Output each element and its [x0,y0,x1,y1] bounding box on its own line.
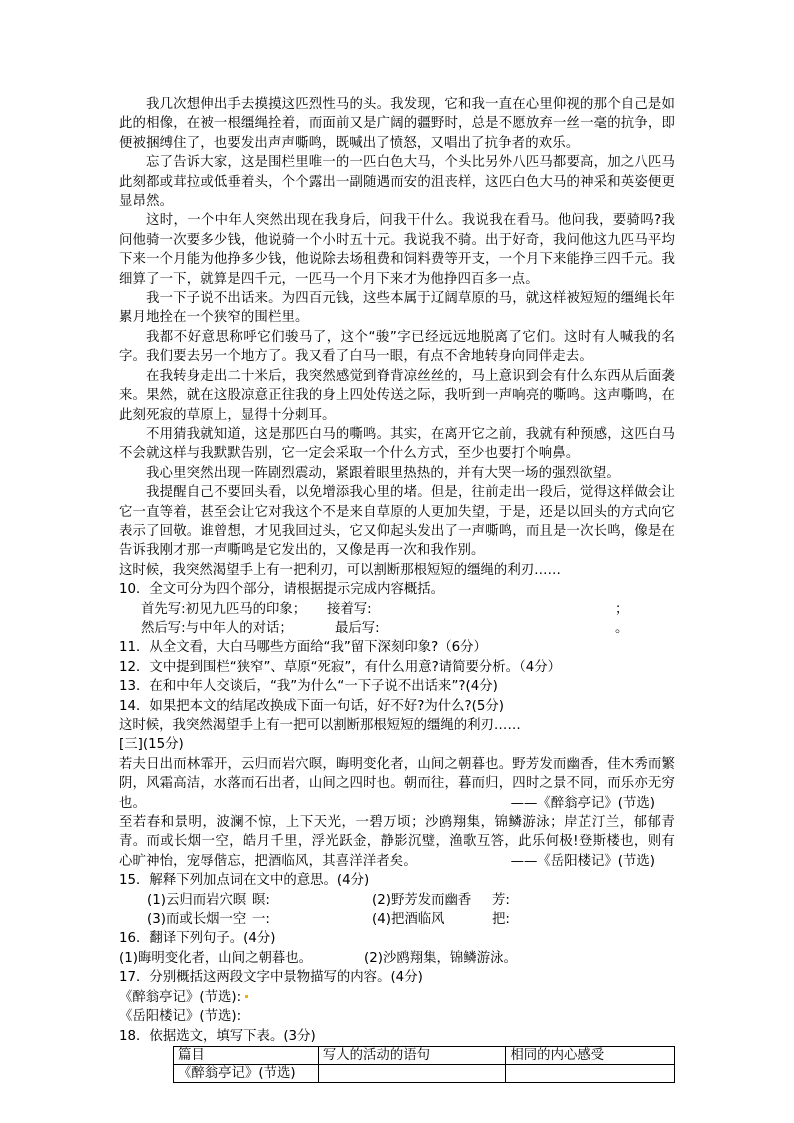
summary-fourth-end: 。 [615,620,629,636]
phrase: (1)云归而岩穴暝 [147,892,247,908]
question-18 [119,1027,675,1083]
classical-text-1 [119,755,675,813]
word-blank: 暝: [252,892,270,908]
word-row [119,910,675,929]
passage-paragraph: 在我转身走出二十米后，我突然感觉到脊背凉丝丝的，马上意识到会有什么东西从后面袭来。果然，就在这股凉意正往我的身上四处传送之际，我听到一声响亮的嘶鸣。这声嘶鸣，在此刻死寂的草原上，显得十分刺耳。 [119,368,675,423]
question-12: 12．文中提到围栏“狭窄”、草原“死寂”，有什么用意?请简要分析。（4分） [119,659,562,675]
summary-fourth-label: 最后写: [335,620,380,636]
sentence-1: (1)晦明变化者，山间之朝暮也。 [119,950,313,966]
translate-row [119,949,675,968]
table-cell: 《醉翁亭记》(节选) [174,1064,319,1082]
answer-table [173,1046,675,1083]
answer-label-1: 《醉翁亭记》(节选): [119,989,242,1005]
summary-row-1 [119,600,675,619]
question-17 [119,968,675,1026]
phrase: (4)把酒临风 [372,912,445,928]
exam-page [119,95,675,1083]
question-stem: 18．依据选文，填写下表。(3分) [119,1028,316,1044]
question-16 [119,929,675,968]
passage-paragraph: 我都不好意思称呼它们骏马了，这个“骏”字已经远远地脱离了它们。这时有人喊我的名字。我们要去另一个地方了。我又看了白马一眼，有点不舍地转身向同伴走去。 [119,329,675,365]
table-cell-blank[interactable] [318,1064,506,1082]
question-stem: 16．翻译下列句子。(4分) [119,931,276,947]
word-blank: 芳: [492,892,510,908]
question-stem: 17．分别概括这两段文字中景物描写的内容。(4分) [119,970,423,986]
summary-second-end: ； [615,601,629,617]
table-header-row [174,1046,675,1064]
passage-ending: 这时候，我突然渴望手上有一把利刃，可以割断那根短短的缰绳的利刃…… [119,562,561,578]
passage-paragraph: 这时，一个中年人突然出现在我身后，问我干什么。我说我在看马。他问我，要骑吗?我问他骑一次要多少钱，他说骑一个小时五十元。我说我不骑。出于好奇，我问他这九匹马平均下来一个月能为他挣多少钱，他说除去场租费和饲料费等开支，一个月下来能挣三四千元。我细算了一下，就算是四千元，一匹马一个月下来才为他挣四百多一点。 [119,213,675,287]
summary-row-2 [119,619,675,638]
classical-text-2 [119,813,675,871]
passage-paragraph: 不用猜我就知道，这是那匹白马的嘶鸣。其实，在离开它之前，我就有种预感，这匹白马不会就这样与我默默告别，它一定会采取一个什么方式，至少也要打个响鼻。 [119,426,675,462]
mark-dot [245,995,248,998]
classical-paragraph: 至若春和景明，波澜不惊，上下天光，一碧万顷；沙鸥翔集，锦鳞游泳；岸芷汀兰，郁郁青青。而或长烟一空，皓月千里，浮光跃金，静影沉璧，渔歌互答，此乐何极!登斯楼也，则有心旷神怡，宠辱偕忘，把酒临风，其喜洋洋者矣。 [119,815,675,869]
summary-first: 首先写:初见九匹马的印象； [141,601,307,617]
summary-third: 然后写:与中年人的对话； [141,620,293,636]
word-blank: 把: [492,912,510,928]
question-14-sentence: 这时候，我突然渴望手上有一把可以割断那根短短的缰绳的利刃…… [119,718,521,733]
passage-paragraph: 我提醒自己不要回头看，以免增添我心里的堵。但是，往前走出一段后，觉得这样做会让它一直等着，甚至会让它对我这个不是来自草原的人更加失望，于是，还是以回头的方式向它表示了回敬。谁曾想，才见我回过头，它又仰起头发出了一声嘶鸣，而且是一次长鸣，像是在告诉我刚才那一声嘶鸣是它发出的，又像是再一次和我作别。 [119,485,675,559]
passage-paragraph: 忘了告诉大家，这是围栏里唯一的一匹白色大马，个头比另外八匹马都要高，加之八匹马此刻都或茸拉或低垂着头，个个露出一副随遇而安的沮丧样，这匹白色大马的神采和英姿便更显昂然。 [119,155,675,210]
phrase: (2)野芳发而幽香 [372,892,472,908]
word-row [119,891,675,910]
source-citation: ——《岳阳楼记》(节选) [510,853,655,869]
classical-paragraph: 若夫日出而林霏开，云归而岩穴暝，晦明变化者，山间之朝暮也。野芳发而幽香，佳木秀而繁阴，风霜高洁，水落而石出者，山间之四时也。朝而往，暮而归，四时之景不同，而乐亦无穷也。 [119,756,675,811]
question-stem: 10．全文可分为四个部分，请根据提示完成内容概括。 [119,582,445,598]
summary-second-label: 接着写: [327,601,372,617]
section-3-heading: [三](15分) [119,737,184,753]
source-citation: ——《醉翁亭记》(节选) [510,795,655,811]
sentence-2: (2)沙鸥翔集，锦鳞游泳。 [364,950,517,966]
table-header: 相同的内心感受 [506,1046,675,1064]
table-row [174,1064,675,1082]
passage-paragraph: 我一下子说不出话来。为四百元钱，这些本属于辽阔草原的马，就这样被短短的缰绳长年累月地拴在一个狭窄的围栏里。 [119,291,675,326]
table-cell-blank[interactable] [506,1064,675,1082]
passage-paragraph: 我心里突然出现一阵剧烈震动，紧跟着眼里热热的，并有大哭一场的强烈欲望。 [146,465,620,481]
answer-label [119,988,675,1007]
question-11: 11．从全文看，大白马哪些方面给“我”留下深刻印象?（6分） [119,640,487,656]
passage-paragraph: 我几次想伸出手去摸摸这匹烈性马的头。我发现，它和我一直在心里仰视的那个自己是如此的相像，在被一根缰绳拴着，而面前又是广阔的疆野时，总是不愿放弃一丝一毫的抗争，即便被捆缚住了，也要发出声声嘶鸣，既喊出了愤怒，又唱出了抗争者的欢乐。 [119,97,675,151]
word-blank: 一: [252,912,270,928]
question-14: 14．如果把本文的结尾改换成下面一句话，好不好?为什么?(5分) [119,698,504,714]
table-header: 篇目 [174,1046,319,1064]
question-13: 13．在和中年人交谈后，“我”为什么“一下子说不出话来”?(4分) [119,679,498,695]
table-header: 写人的活动的语句 [318,1046,506,1064]
question-10 [119,580,675,638]
answer-label-2: 《岳阳楼记》(节选): [119,1009,242,1025]
question-stem: 15．解释下列加点词在文中的意思。(4分) [119,873,370,889]
question-15 [119,871,675,929]
reading-passage [119,95,675,580]
phrase: (3)而或长烟一空 [147,912,247,928]
